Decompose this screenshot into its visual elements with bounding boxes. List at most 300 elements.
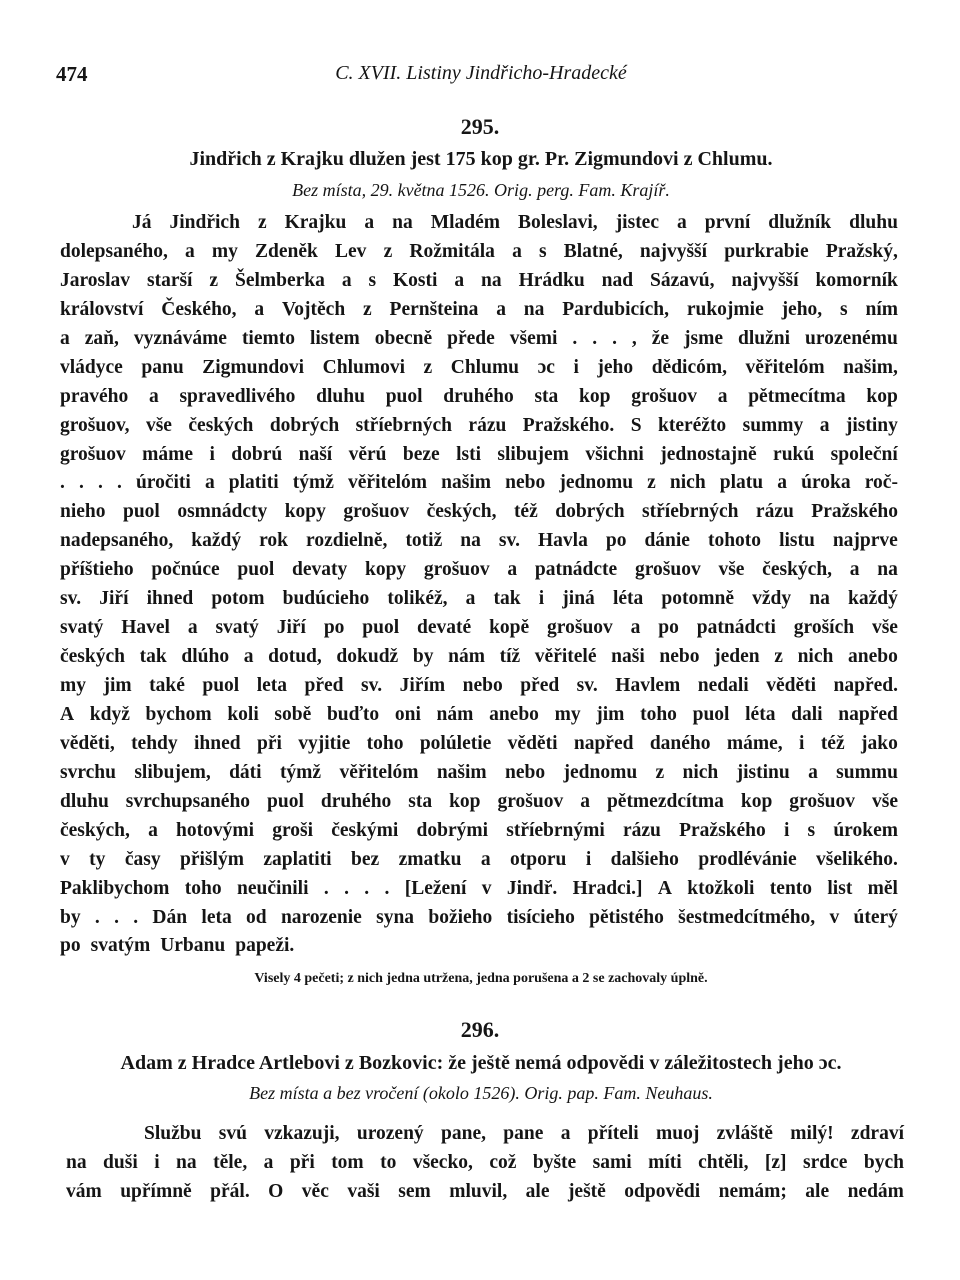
word: ty — [89, 848, 106, 870]
word: ním — [865, 298, 898, 320]
text-line — [60, 672, 898, 701]
word: potom — [211, 588, 265, 610]
page-header — [56, 62, 906, 92]
word: nebo — [505, 761, 546, 783]
word: z — [257, 212, 267, 233]
word: grošuov, — [60, 414, 130, 436]
document-number: 295. — [460, 114, 500, 139]
word: Jiří — [99, 588, 129, 610]
word: patnádcti — [696, 617, 776, 639]
word: daného — [649, 732, 711, 754]
text-line — [60, 556, 898, 585]
word: rukojmie — [686, 298, 764, 320]
word: českých, — [426, 501, 497, 523]
word: sem — [398, 1180, 431, 1202]
word: Chlumu — [450, 356, 520, 378]
text-line — [66, 1178, 904, 1207]
word: tom — [331, 1151, 364, 1173]
word: najvyšší — [731, 269, 799, 291]
word: po — [60, 935, 81, 957]
word: českými — [331, 819, 399, 841]
word: kop — [740, 790, 773, 812]
word: po — [605, 530, 627, 552]
word: leta — [256, 675, 288, 696]
word: nebo — [462, 675, 503, 696]
text-line — [60, 788, 898, 817]
word: Pražského. — [522, 414, 615, 436]
word: a — [364, 212, 375, 233]
word: máme — [142, 443, 194, 465]
word: tohoto — [707, 530, 762, 552]
word: na — [877, 559, 898, 581]
word: Českého, — [161, 298, 237, 320]
word: všecko, — [412, 1151, 473, 1173]
word: muoj — [656, 1123, 700, 1144]
text-line — [60, 354, 898, 383]
word: věc — [301, 1180, 329, 1202]
word: našim — [436, 761, 487, 783]
word: těle, — [213, 1151, 248, 1173]
word: rozdielně, — [306, 530, 388, 552]
word: českých, — [60, 819, 130, 841]
word: Lev — [335, 240, 367, 262]
word: a — [187, 617, 198, 639]
word: a — [580, 790, 590, 812]
word: a — [630, 617, 641, 639]
word: když — [89, 703, 130, 725]
word: nebo — [505, 472, 546, 494]
word: . — [94, 906, 100, 928]
word: urozený — [356, 1123, 424, 1144]
word: zmatku — [398, 848, 462, 870]
word: věřitelóm — [745, 356, 825, 378]
word: pane — [503, 1123, 544, 1144]
word: že — [651, 327, 670, 349]
word: buďto — [326, 703, 380, 725]
word: také — [149, 675, 185, 696]
word: tento — [769, 877, 813, 899]
text-line — [60, 585, 898, 614]
word: A — [60, 703, 75, 725]
word: a — [717, 385, 728, 407]
text-line — [66, 1149, 904, 1178]
word: milý! — [790, 1123, 834, 1144]
word: grošuov — [631, 385, 697, 407]
word: Krajku — [284, 212, 347, 233]
word: narozenie — [280, 906, 362, 928]
word: napřed. — [833, 675, 898, 696]
word: úterý — [853, 906, 898, 928]
word: a — [263, 1151, 274, 1173]
word: svrchupsaného — [125, 790, 251, 812]
word: kopě — [489, 617, 530, 639]
word: a — [243, 646, 254, 668]
word: na — [460, 530, 481, 552]
word: pětistého — [589, 906, 664, 928]
word: . — [116, 472, 122, 494]
word: stříebrnými — [506, 819, 605, 841]
word: v — [60, 848, 70, 870]
word: Pražského — [679, 819, 766, 841]
word: tehdy — [131, 732, 178, 754]
word: tak — [139, 646, 167, 668]
word: Vojtěch — [282, 298, 346, 320]
word: naši — [611, 646, 645, 668]
word: sv. — [60, 588, 82, 610]
word: budúcieho — [282, 588, 370, 610]
word: grošuov — [789, 790, 856, 812]
word: , — [631, 327, 637, 349]
word: patnádcte — [534, 559, 618, 581]
text-line — [60, 904, 898, 933]
word: dotud, — [268, 646, 322, 668]
word: nich — [797, 646, 834, 668]
word: i — [799, 732, 805, 754]
word: ale — [525, 1180, 550, 1202]
document-body — [66, 1120, 904, 1207]
word: druhého — [320, 790, 392, 812]
word: sta — [408, 790, 433, 812]
text-line — [60, 932, 898, 961]
word: Havlem — [615, 675, 681, 696]
word: neučinili — [236, 877, 309, 899]
text-line — [60, 441, 898, 470]
word: nich — [682, 761, 719, 783]
word: jako — [860, 732, 898, 754]
word: srdce — [803, 1151, 848, 1173]
running-title: C. XVII. Listiny Jindřicho-Hradecké — [335, 62, 627, 84]
word: příštieho — [60, 559, 134, 581]
word: grošuov — [343, 501, 410, 523]
word: na — [809, 588, 830, 610]
word: nedali — [697, 675, 749, 696]
word: ɔc — [537, 356, 555, 378]
word: dluhu — [60, 790, 109, 812]
word: dánie — [644, 530, 690, 552]
word: naší — [298, 443, 333, 465]
word: rázu — [468, 414, 507, 436]
word: z — [363, 298, 372, 320]
word: a — [808, 761, 818, 783]
word: rázu — [755, 501, 794, 523]
word: purkrabie — [724, 240, 809, 262]
document-body — [60, 209, 898, 961]
word: časy — [124, 848, 161, 870]
word: úrokem — [833, 819, 898, 841]
word: a — [819, 414, 830, 436]
word: též — [513, 501, 538, 523]
word: my — [60, 675, 86, 696]
word: všemi — [509, 327, 558, 349]
word: a — [480, 848, 491, 870]
word: rok — [259, 530, 289, 552]
word: jim — [103, 675, 132, 696]
word: Chlumovi — [322, 356, 405, 378]
word: slibujem, — [134, 761, 211, 783]
word: jednomu — [559, 472, 634, 494]
word: při — [289, 1151, 315, 1173]
word: Pardubicích, — [562, 298, 669, 320]
word: upřímně — [120, 1180, 192, 1202]
word: dalšieho — [610, 848, 679, 870]
word: šestmedcítmého, — [678, 906, 816, 928]
word: Službu — [144, 1123, 202, 1144]
word: jistinu — [736, 761, 790, 783]
word: O — [268, 1180, 284, 1202]
word: najvyšší — [639, 240, 708, 262]
word: dáti — [229, 761, 262, 783]
word: vám — [66, 1180, 102, 1202]
word: Jindřich — [169, 212, 240, 233]
word: týmž — [292, 472, 334, 494]
word: . — [114, 906, 119, 928]
word: Mladém — [430, 212, 501, 233]
word: zaň, — [84, 327, 119, 349]
word: kteréžto — [657, 414, 727, 436]
word: kop — [866, 385, 898, 407]
word: panu — [141, 356, 184, 378]
word: kopy — [364, 559, 407, 581]
word: a — [454, 269, 465, 291]
word: Pražský, — [825, 240, 898, 262]
word: leta — [201, 906, 232, 928]
word: sv. — [576, 675, 598, 696]
word: a — [777, 472, 788, 494]
word: my — [554, 703, 581, 725]
word: vše — [718, 559, 745, 581]
word: na — [481, 269, 502, 291]
word: summy — [742, 414, 804, 436]
word: Boleslavi, — [518, 212, 598, 233]
word: i — [585, 848, 592, 870]
word: svatý — [215, 617, 259, 639]
word: vše — [145, 414, 172, 436]
word: potomně — [661, 588, 734, 610]
word: jednostajně — [660, 443, 757, 465]
word: nemám; — [718, 1180, 787, 1202]
word: tolikéž, — [387, 588, 448, 610]
word: Dán — [152, 906, 188, 928]
word: Sázavú, — [649, 269, 715, 291]
word: bychom — [145, 703, 212, 725]
word: Jiří — [276, 617, 306, 639]
word: s — [538, 240, 547, 262]
word: vše — [871, 617, 898, 639]
word: před — [520, 675, 560, 696]
word: Rožmitála — [409, 240, 495, 262]
word: grošuov — [423, 559, 490, 581]
word: listu — [779, 530, 815, 552]
word: napřed — [838, 703, 898, 725]
word: puol — [385, 385, 423, 407]
word: věřitelé — [534, 646, 597, 668]
word: Jiřím — [399, 675, 446, 696]
word: příteli — [587, 1123, 639, 1144]
word: jeho — [597, 356, 634, 378]
word: svatým — [90, 935, 151, 957]
word: společní — [830, 443, 898, 465]
word: ale — [805, 1180, 830, 1202]
word: nad — [601, 269, 634, 291]
word: . — [78, 472, 84, 494]
word: každý — [847, 588, 898, 610]
word: přišlým — [180, 848, 244, 870]
word: . — [364, 877, 370, 899]
word: . — [572, 327, 578, 349]
word: Paklibychom — [60, 877, 170, 899]
word: osmnádcty — [177, 501, 268, 523]
word: Blatné, — [563, 240, 623, 262]
word: českých, — [762, 559, 833, 581]
word: pětmezdcítma — [606, 790, 724, 812]
word: dluhu — [849, 212, 898, 233]
word: papeži. — [235, 935, 295, 957]
text-line — [60, 759, 898, 788]
word: starší — [146, 269, 193, 291]
word: zvláště — [716, 1123, 773, 1144]
word: tiemto — [241, 327, 295, 349]
word: i — [783, 819, 790, 841]
word: Já — [132, 212, 152, 233]
word: před — [304, 675, 344, 696]
document-heading: Jindřich z Krajku dlužen jest 175 kop gr. Pr. Zigmundovi z Chlumu. — [189, 148, 773, 170]
word: byšte — [532, 1151, 577, 1173]
word: týmž — [279, 761, 322, 783]
text-line — [60, 701, 898, 730]
word: a — [849, 559, 860, 581]
word: zaplatiti — [263, 848, 332, 870]
word: beze — [402, 443, 440, 465]
word: nám — [436, 703, 474, 725]
word: Jaroslav — [60, 269, 131, 291]
word: nieho — [60, 501, 106, 523]
word: slibujem — [497, 443, 569, 465]
word: devaty — [291, 559, 348, 581]
word: vzkazuji, — [264, 1123, 340, 1144]
word: platu — [719, 472, 764, 494]
word: stříebrných — [642, 501, 739, 523]
word: věděti — [766, 675, 817, 696]
word: grošuov — [497, 790, 564, 812]
word: napřed — [573, 732, 634, 754]
word: jeho, — [781, 298, 823, 320]
text-line — [60, 238, 898, 267]
word: jiná — [562, 588, 595, 610]
word: Pražského — [811, 501, 898, 523]
page-number: 474 — [56, 62, 88, 86]
word: dluhu — [316, 385, 365, 407]
word: rukú — [773, 443, 815, 465]
word: dobrých — [269, 414, 340, 436]
word: i — [573, 356, 579, 378]
text-line — [66, 1120, 904, 1149]
word: roč- — [864, 472, 898, 494]
word: hotovými — [176, 819, 254, 841]
word: tíž — [499, 646, 521, 668]
word: nich — [669, 472, 706, 494]
word: dali — [791, 703, 823, 725]
word: jednomu — [563, 761, 638, 783]
word: urozenému — [805, 327, 898, 349]
word: věřitelóm — [339, 761, 419, 783]
word: . — [133, 906, 139, 928]
word: bych — [863, 1151, 904, 1173]
word: pane, — [441, 1123, 486, 1144]
text-line — [60, 296, 898, 325]
text-line — [60, 817, 898, 846]
word: každý — [191, 530, 242, 552]
word: to — [380, 1151, 397, 1173]
word: dlúho — [181, 646, 230, 668]
text-line — [60, 614, 898, 643]
word: dobrých — [555, 501, 625, 523]
word: jistiny — [845, 414, 898, 436]
word: spravedlivého — [179, 385, 296, 407]
text-line — [60, 412, 898, 441]
word: všelikého. — [816, 848, 898, 870]
word: lsti — [456, 443, 482, 465]
word: a — [507, 559, 518, 581]
word: a — [677, 212, 687, 233]
word: tak — [493, 588, 521, 610]
word: groši — [272, 819, 313, 841]
word: sobě — [274, 703, 312, 725]
text-line — [60, 325, 898, 354]
word: . — [592, 327, 598, 349]
text-line — [60, 383, 898, 412]
word: též — [820, 732, 845, 754]
word: na — [523, 298, 545, 320]
word: toho — [640, 703, 677, 725]
word: nám — [448, 646, 485, 668]
word: sami — [592, 1151, 632, 1173]
word: pětmecítma — [748, 385, 846, 407]
word: Havel — [121, 617, 170, 639]
word: kop — [579, 385, 611, 407]
word: božieho — [428, 906, 493, 928]
word: a — [496, 298, 506, 320]
word: přál. — [210, 1180, 250, 1202]
word: devaté — [417, 617, 472, 639]
word: druhého — [443, 385, 514, 407]
word: dlužni — [738, 327, 791, 349]
word: ještě — [567, 1180, 606, 1202]
word: dlužník — [768, 212, 832, 233]
word: koli — [227, 703, 259, 725]
word: ihned — [194, 732, 241, 754]
word: českých — [60, 646, 125, 668]
word: Havla — [538, 530, 588, 552]
word: listem — [309, 327, 360, 349]
word: vyznáváme — [133, 327, 227, 349]
word: rázu — [623, 819, 661, 841]
word: Pernšteina — [389, 298, 479, 320]
word: i — [538, 588, 545, 610]
word: s — [807, 819, 816, 841]
word: chtěli, — [698, 1151, 749, 1173]
word: Hrádku — [518, 269, 585, 291]
word: vyjitie — [298, 732, 351, 754]
document-source: Bez místa a bez vročení (okolo 1526). Orig. pap. Fam. Neuhaus. — [249, 1083, 713, 1103]
word: což — [489, 1151, 517, 1173]
word: nedám — [847, 1180, 904, 1202]
word: po — [658, 617, 679, 639]
word: z — [423, 356, 433, 378]
word: mluvil, — [449, 1180, 508, 1202]
word: svrchu — [60, 761, 116, 783]
word: . — [323, 877, 329, 899]
word: máme, — [726, 732, 783, 754]
